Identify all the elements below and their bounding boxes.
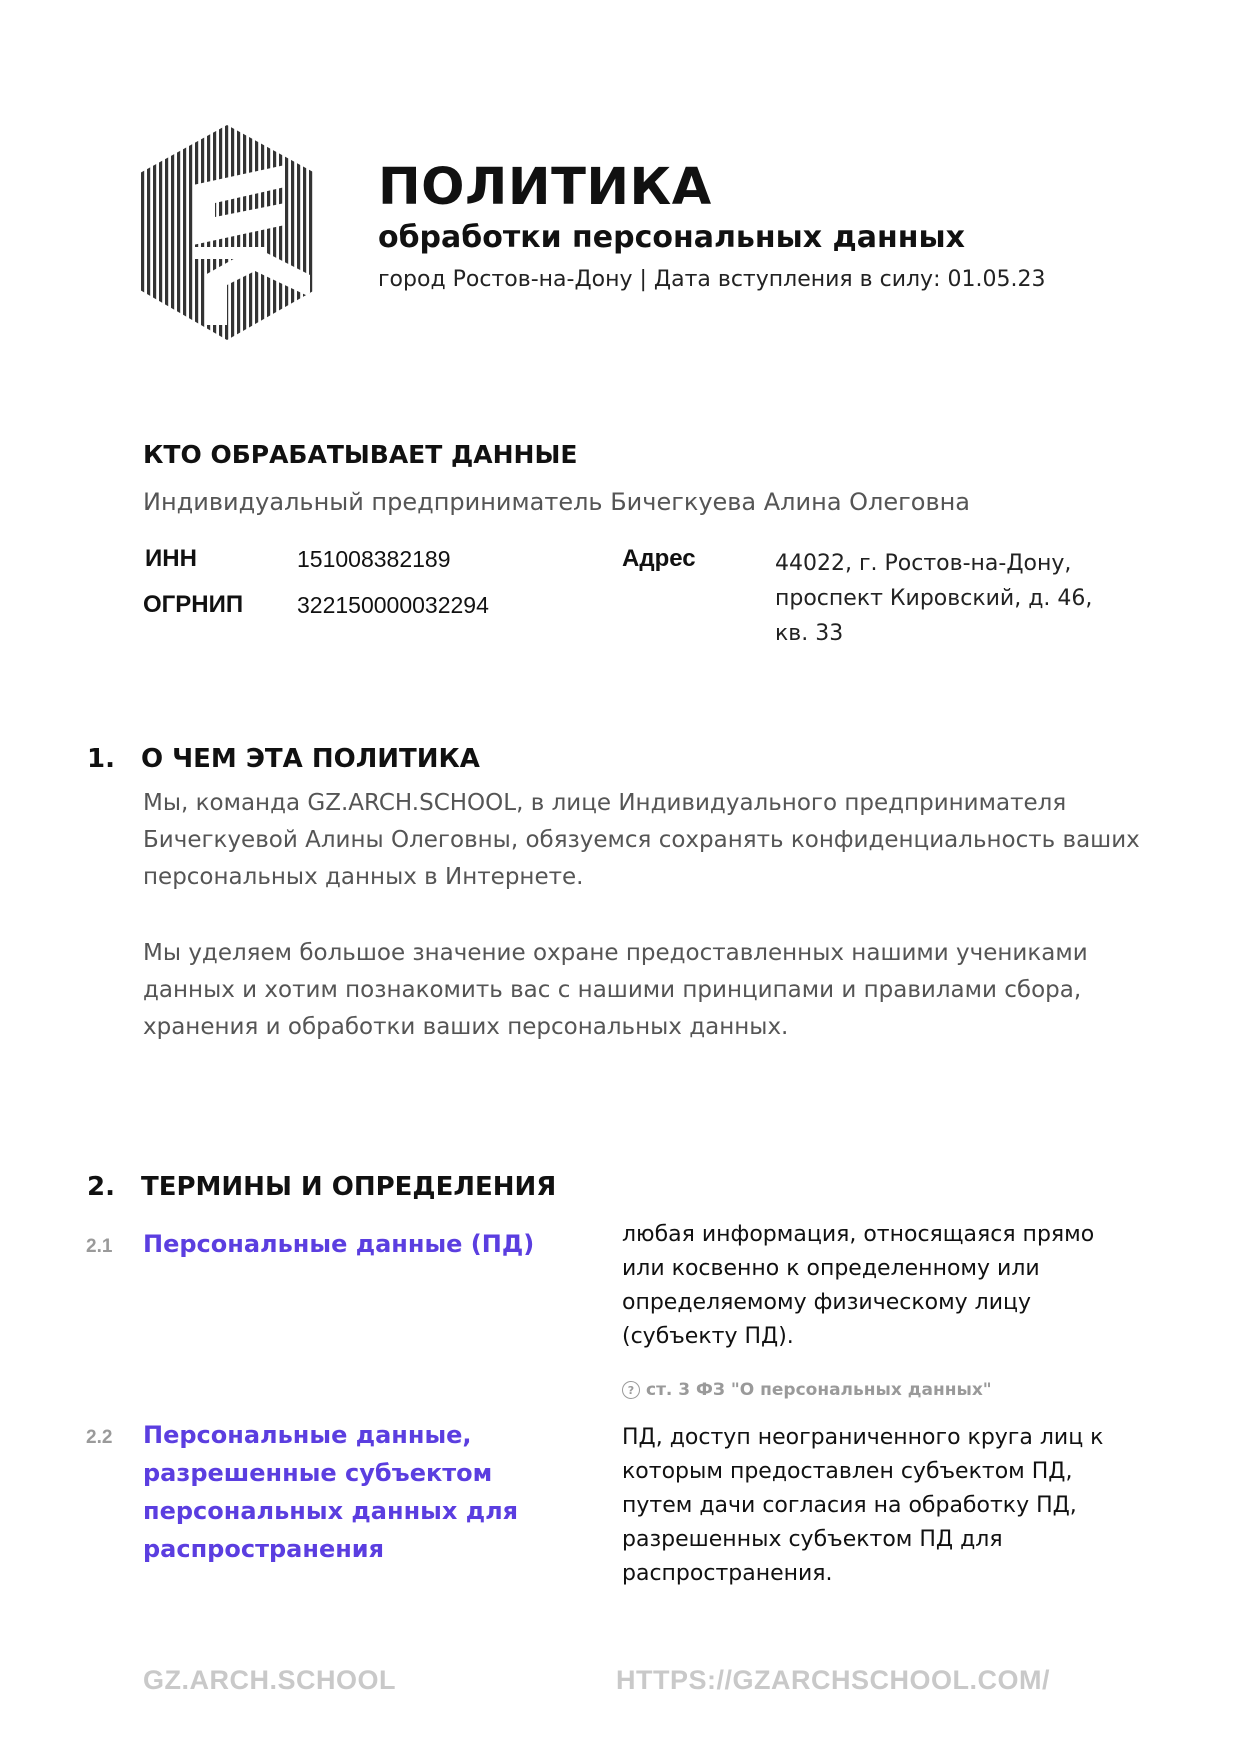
term-number: 2.2 [86,1427,113,1448]
section2-title: ТЕРМИНЫ И ОПРЕДЕЛЕНИЯ [141,1172,557,1202]
document-meta: город Ростов-на-Дону | Дата вступления в силу: 01.05.23 [378,267,1046,292]
term-number: 2.1 [86,1236,113,1257]
address-value: 44022, г. Ростов-на-Дону, проспект Кировский, д. 46, кв. 33 [775,551,1093,646]
address-label: Адрес [622,545,696,572]
gz-arch-school-logo-icon [135,125,320,340]
footer-brand: GZ.ARCH.SCHOOL [143,1665,396,1695]
term-definition: любая информация, относящаяся прямо или косвенно к определенному или определяемому физическому лицу (субъекту ПД). [622,1222,1095,1349]
operator-heading: КТО ОБРАБАТЫВАЕТ ДАННЫЕ [143,440,578,469]
operator-name: Индивидуальный предприниматель Бичегкуева Алина Олеговна [143,488,970,516]
term-definition: ПД, доступ неограниченного круга лиц к которым предоставлен субъектом ПД, путем дачи согласия на обработку ПД, разрешенных субъектом ПД для распространения. [622,1425,1104,1586]
term-name: Персональные данные (ПД) [143,1230,535,1258]
section1-paragraph-2: Мы уделяем большое значение охране предоставленных нашими учениками данных и хотим познакомить вас с нашими принципами и правилами сбора, хранения и обработки ваших персональных данных. [143,940,1088,1040]
section1-title: О ЧЕМ ЭТА ПОЛИТИКА [141,744,480,774]
question-circle-icon: ? [622,1381,640,1399]
footer-url[interactable]: HTTPS://GZARCHSCHOOL.COM/ [616,1665,1050,1695]
page-subtitle: обработки персональных данных [378,220,965,255]
term-reference [622,1380,992,1400]
ogrnip-label: ОГРНИП [143,591,244,618]
page-title: ПОЛИТИКА [378,158,712,217]
section2-number: 2. [87,1172,115,1202]
term-name: Персональные данные, разрешенные субъектом персональных данных для распространения [143,1421,519,1563]
ogrnip-value: 322150000032294 [297,592,489,618]
section1-number: 1. [87,744,115,774]
term-reference-text: ст. 3 ФЗ "О персональных данных" [646,1380,992,1400]
inn-value: 151008382189 [297,546,451,572]
section1-paragraph-1: Мы, команда GZ.ARCH.SCHOOL, в лице Индивидуального предпринимателя Бичегкуевой Алины Олеговны, обязуемся сохранять конфиденциальность ваших персональных данных в Интернете. [143,790,1140,890]
inn-label: ИНН [145,545,197,572]
